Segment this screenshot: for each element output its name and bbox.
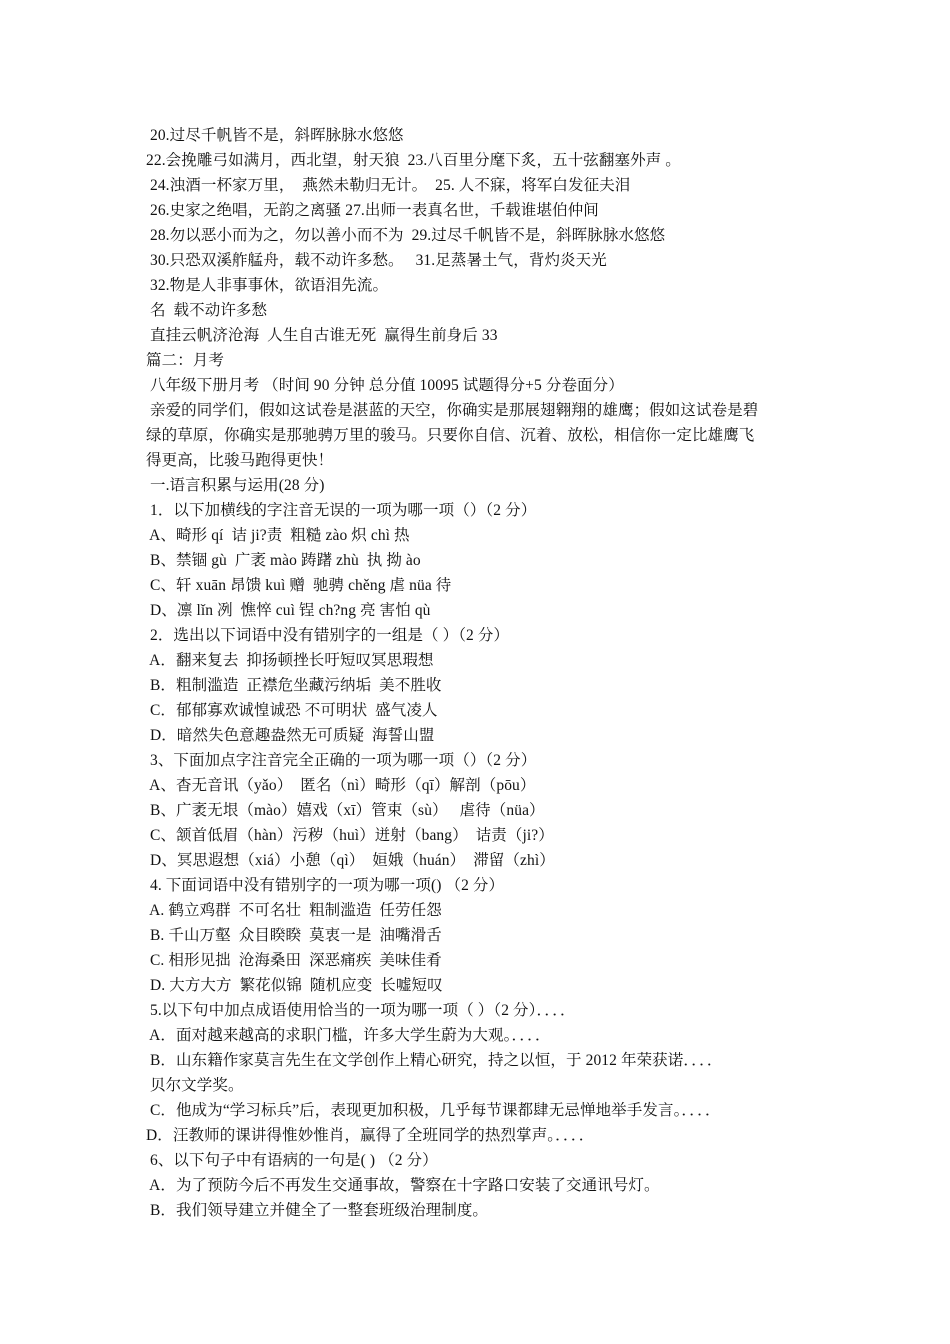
option-continuation: 贝尔文学奖。 <box>146 1077 244 1094</box>
question: 6、以下句子中有语病的一句是( ) （2 分） <box>146 1152 438 1169</box>
option: B、广袤无垠（mào）嬉戏（xī）管束（sù） 虐待（nüa） <box>146 802 545 819</box>
option: D、凛 lǐn 冽 憔悴 cuì 锃 ch?ng 亮 害怕 qù <box>146 602 431 619</box>
option: C、轩 xuān 昂馈 kuì 赠 驰骋 chěng 虐 nüa 待 <box>146 577 452 594</box>
text-line: 名 载不动许多愁 <box>146 302 268 319</box>
option: B．我们领导建立并健全了一整套班级治理制度。 <box>146 1202 489 1219</box>
text-line: 直挂云帆济沧海 人生自古谁无死 赢得生前身后 33 <box>146 327 498 344</box>
option: C. 相形见拙 沧海桑田 深恶痛疾 美味佳肴 <box>146 952 442 969</box>
option: C、颔首低眉（hàn）污秽（huì）迸射（bang） 诘责（ji?） <box>146 827 554 844</box>
text-line: 24.浊酒一杯家万里， 燕然未勒归无计。 25. 人不寐，将军白发征夫泪 <box>146 177 631 194</box>
text-line: 26.史家之绝唱，无韵之离骚 27.出师一表真名世，千载谁堪伯仲间 <box>146 202 599 219</box>
option: B．粗制滥造 正襟危坐藏污纳垢 美不胜收 <box>146 677 442 694</box>
text-line: 30.只恐双溪舴艋舟，载不动许多愁。 31.足蒸暑土气，背灼炎天光 <box>146 252 607 269</box>
option: D、冥思遐想（xiá）小憩（qì） 姮娥（huán） 滞留（zhì） <box>146 852 555 869</box>
text-line: 28.勿以恶小而为之，勿以善小而不为 29.过尽千帆皆不是，斜晖脉脉水悠悠 <box>146 227 666 244</box>
text-line: 22.会挽雕弓如满月，西北望，射天狼 23.八百里分麾下炙，五十弦翻塞外声 。 <box>146 152 681 169</box>
intro-paragraph-line: 绿的草原，你确实是那驰骋万里的骏马。只要你自信、沉着、放松，相信你一定比雄鹰飞 <box>146 427 755 444</box>
text-line: 20.过尽千帆皆不是，斜晖脉脉水悠悠 <box>146 127 404 144</box>
option: C．他成为“学习标兵”后，表现更加积极，几乎每节课都肆无忌惮地举手发言。．．．． <box>146 1102 721 1119</box>
option: C．郁郁寡欢诚惶诚恐 不可明状 盛气凌人 <box>146 702 438 719</box>
question: 4. 下面词语中没有错别字的一项为哪一项() （2 分） <box>146 877 505 894</box>
option: A、杳无音讯（yǎo） 匿名（nì）畸形（qī）解剖（pōu） <box>146 777 536 794</box>
option: A．面对越来越高的求职门槛，许多大学生蔚为大观。．．．． <box>146 1027 551 1044</box>
question: 5.以下句中加点成语使用恰当的一项为哪一项（ ）（2 分）．．．． <box>146 1002 576 1019</box>
option: D．汪教师的课讲得惟妙惟肖，赢得了全班同学的热烈掌声。．．．． <box>146 1127 595 1144</box>
exam-title: 八年级下册月考 （时间 90 分钟 总分值 10095 试题得分+5 分卷面分） <box>146 377 624 394</box>
intro-paragraph-line: 得更高，比骏马跑得更快！ <box>146 452 334 469</box>
question: 3、下面加点字注音完全正确的一项为哪一项（）（2 分） <box>146 752 537 769</box>
section-heading: 篇二：月考 <box>146 352 225 369</box>
option: D. 大方大方 繁花似锦 随机应变 长嘘短叹 <box>146 977 443 994</box>
text-line: 32.物是人非事事休，欲语泪先流。 <box>146 277 389 294</box>
question: 1．以下加横线的字注音无误的一项为哪一项（）（2 分） <box>146 502 537 519</box>
option: B．山东籍作家莫言先生在文学创作上精心研究，持之以恒，于 2012 年荣获诺．．．． <box>146 1052 723 1069</box>
intro-paragraph-line: 亲爱的同学们，假如这试卷是湛蓝的天空，你确实是那展翅翱翔的雄鹰；假如这试卷是碧 <box>146 402 759 419</box>
option: A、畸形 qí 诘 ji?责 粗糙 zào 炽 chì 热 <box>146 527 410 544</box>
option: A. 鹤立鸡群 不可名壮 粗制滥造 任劳任怨 <box>146 902 442 919</box>
option: B. 千山万壑 众目睽睽 莫衷一是 油嘴滑舌 <box>146 927 442 944</box>
part-heading: 一.语言积累与运用(28 分) <box>146 477 325 494</box>
question: 2．选出以下词语中没有错别字的一组是（ ）（2 分） <box>146 627 510 644</box>
option: B、禁锢 gù 广袤 mào 踌躇 zhù 执 拗 ào <box>146 552 421 569</box>
option: A．为了预防今后不再发生交通事故，警察在十字路口安装了交通讯号灯。 <box>146 1177 660 1194</box>
option: A．翻来复去 抑扬顿挫长吁短叹冥思瑕想 <box>146 652 434 669</box>
option: D．暗然失色意趣盎然无可质疑 海誓山盟 <box>146 727 435 744</box>
